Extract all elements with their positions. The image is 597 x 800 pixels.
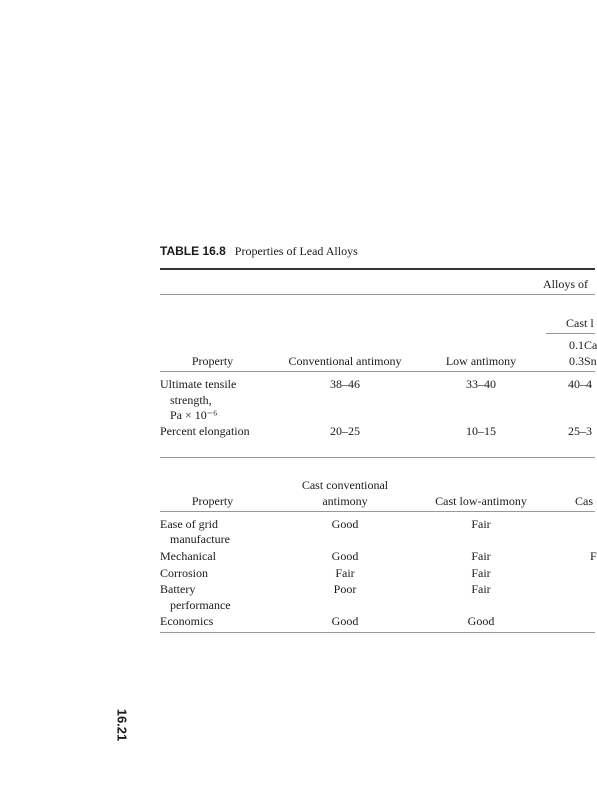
cell-low: Fair [471,582,491,596]
row-property-line2: strength, [170,393,212,407]
row-property-line2: manufacture [170,532,230,546]
cell-conventional: Good [331,517,359,531]
group-header-rule [160,294,595,295]
page-number: 16.21 [114,708,130,742]
cell-conventional: Good [331,614,359,628]
table-caption [160,244,358,259]
col-header-partial-line1: 0.1Ca [569,338,597,352]
cell-conventional: Fair [335,566,355,580]
cell-partial: 25–3 [568,424,592,438]
cell-conventional: 20–25 [330,424,360,438]
col-header-property: Property [191,354,234,368]
table-title: Properties of Lead Alloys [234,244,358,258]
row-property: Economics [160,614,214,628]
cell-low: Fair [471,549,491,563]
cell-partial: F [590,549,597,563]
subgroup-header-rule [546,333,595,334]
col-header-partial-line2: 0.3Sn [569,354,597,368]
subgroup-header-cast: Cast l [566,316,594,330]
cell-low: 33–40 [466,377,496,391]
header-bottom-rule [160,371,595,372]
row-property: Corrosion [160,566,208,580]
col-header-property: Property [191,494,234,508]
col-header-low-antimony: Low antimony [445,354,517,368]
row-property: Mechanical [160,549,216,563]
cell-low: 10–15 [466,424,496,438]
col-header-conventional-antimony: Conventional antimony [288,354,402,368]
group-header-alloys: Alloys of [543,277,588,291]
cell-partial: 40–4 [568,377,592,391]
cell-conventional: Good [331,549,359,563]
col-header-partial: Cas [575,494,593,508]
header-bottom-rule [160,511,595,512]
col-header-cast-conventional-line2: antimony [322,494,368,508]
table-top-rule [160,268,595,270]
cell-low: Fair [471,566,491,580]
table-bottom-rule [160,632,595,633]
row-property-line3: Pa × 10⁻⁶ [170,408,218,422]
row-property-line1: Ease of grid [160,517,218,531]
cell-conventional: 38–46 [330,377,360,391]
cell-low: Fair [471,517,491,531]
col-header-cast-conventional-line1: Cast conventional [301,478,389,492]
col-header-cast-low-antimony: Cast low-antimony [435,494,527,508]
cell-conventional: Poor [333,582,357,596]
section-divider-rule [160,457,595,458]
cell-low: Good [467,614,495,628]
row-property-line1: Ultimate tensile [160,377,237,391]
row-property: Percent elongation [160,424,250,438]
row-property-line1: Battery [160,582,196,596]
table-label: TABLE 16.8 [160,244,226,258]
row-property-line2: performance [170,598,231,612]
